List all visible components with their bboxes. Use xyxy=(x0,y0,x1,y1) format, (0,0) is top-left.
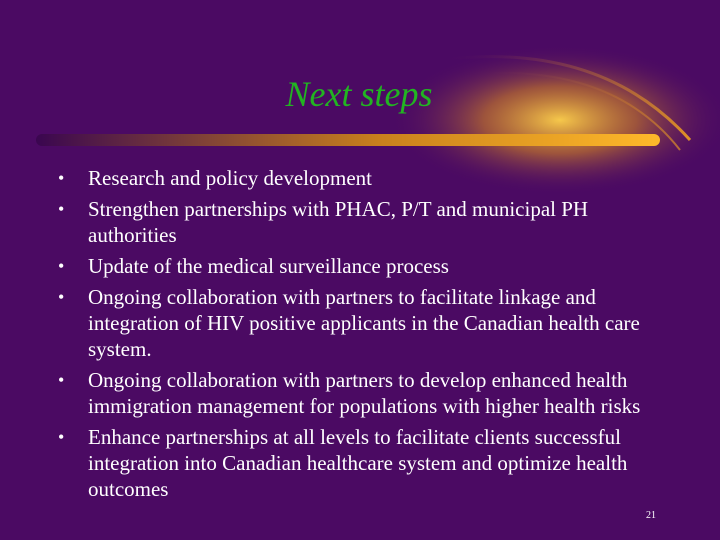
bullet-list xyxy=(50,165,670,507)
bullet-icon: • xyxy=(58,256,65,276)
bullet-text: Update of the medical surveillance process xyxy=(88,254,449,278)
page-number: 21 xyxy=(646,510,656,521)
bullet-icon: • xyxy=(58,287,65,307)
bullet-icon: • xyxy=(58,370,65,390)
slide-title: Next steps xyxy=(285,74,433,114)
bullet-text: Ongoing collaboration with partners to facilitate linkage and integration of HIV positive applicants in the Canadian health care system. xyxy=(88,285,640,361)
list-item xyxy=(50,367,670,419)
bullet-icon: • xyxy=(58,168,65,188)
bullet-text: Ongoing collaboration with partners to develop enhanced health immigration management for populations with higher health risks xyxy=(88,368,641,418)
bullet-text: Enhance partnerships at all levels to facilitate clients successful integration into Canadian healthcare system and optimize health outcomes xyxy=(88,425,628,501)
list-item xyxy=(50,284,670,362)
bullet-icon: • xyxy=(58,199,65,219)
bullet-text: Research and policy development xyxy=(88,166,372,190)
list-item xyxy=(50,424,670,502)
bullet-icon: • xyxy=(58,427,65,447)
list-item xyxy=(50,253,670,279)
list-item xyxy=(50,196,670,248)
bullet-text: Strengthen partnerships with PHAC, P/T and municipal PH authorities xyxy=(88,197,589,247)
list-item xyxy=(50,165,670,191)
